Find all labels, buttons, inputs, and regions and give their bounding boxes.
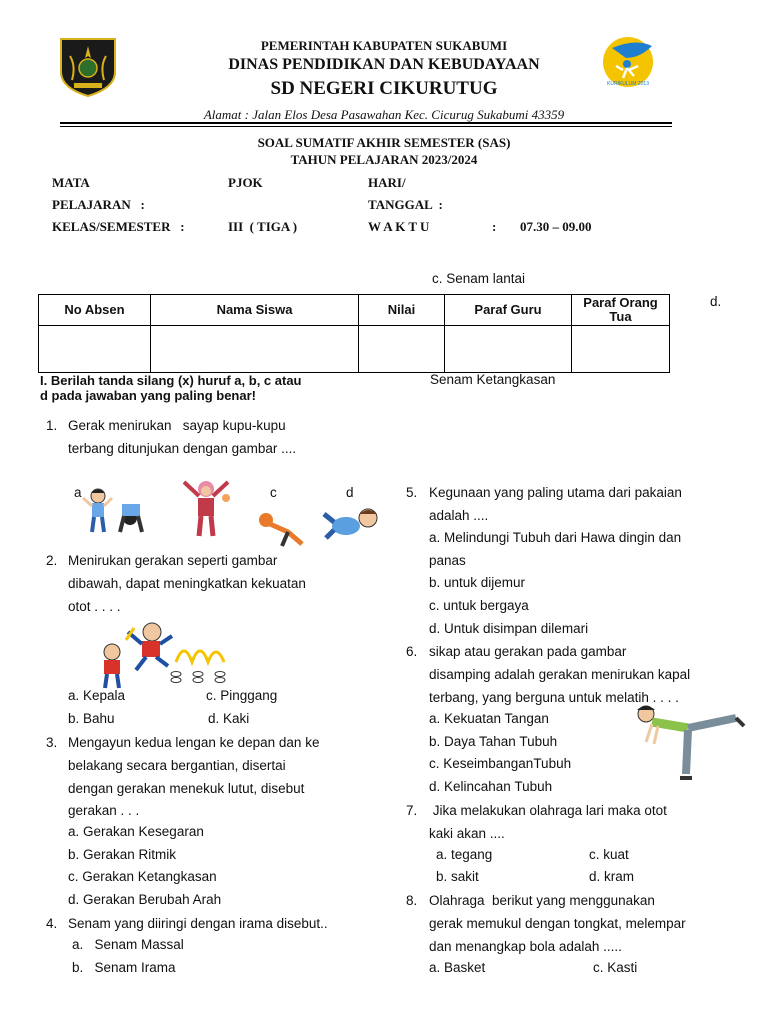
day-label-2: TANGGAL : bbox=[368, 197, 443, 212]
class-value: III ( TIGA ) bbox=[228, 219, 298, 234]
q7-number: 7. bbox=[406, 803, 418, 818]
q5-option-b[interactable]: b. untuk dijemur bbox=[429, 575, 526, 590]
kurikulum-logo-text: KURIKULUM 2013 bbox=[607, 81, 649, 87]
time-colon: : bbox=[492, 219, 497, 234]
q8-number: 8. bbox=[406, 893, 418, 908]
q8-option-a[interactable]: a. Basket bbox=[429, 960, 486, 975]
q3-line-1: Mengayun kedua lengan ke depan dan ke bbox=[68, 735, 320, 750]
q6-option-d[interactable]: d. Kelincahan Tubuh bbox=[429, 779, 553, 794]
q2-number: 2. bbox=[46, 553, 58, 568]
instruction-line-1: I. Berilah tanda silang (x) huruf a, b, c atau bbox=[40, 373, 302, 388]
class-label: KELAS/SEMESTER : bbox=[52, 219, 185, 234]
q1-line-2: terbang ditunjukan dengan gambar .... bbox=[68, 441, 297, 456]
q4-line-1: Senam yang diiringi dengan irama disebut.. bbox=[68, 916, 328, 931]
q2-option-b[interactable]: b. Bahu bbox=[68, 711, 115, 726]
q8-line-3: dan menangkap bola adalah ..... bbox=[429, 939, 622, 954]
q6-number: 6. bbox=[406, 644, 418, 659]
q1-picture-c bbox=[252, 506, 308, 550]
cell-paraf-guru[interactable] bbox=[445, 326, 572, 373]
q7-option-b[interactable]: b. sakit bbox=[436, 869, 479, 884]
q2-option-c[interactable]: c. Pinggang bbox=[206, 688, 278, 703]
dept-title: DINAS PENDIDIKAN DAN KEBUDAYAAN bbox=[228, 56, 540, 73]
q8-line-1: Olahraga berikut yang menggunakan bbox=[429, 893, 655, 908]
q3-line-2: belakang secara bergantian, disertai bbox=[68, 758, 286, 773]
q7-line-2: kaki akan .... bbox=[429, 826, 505, 841]
q2-jumping-kids-picture bbox=[96, 618, 236, 692]
q2-line-3: otot . . . . bbox=[68, 599, 121, 614]
q8-option-c[interactable]: c. Kasti bbox=[593, 960, 638, 975]
q5-option-a-line-1[interactable]: a. Melindungi Tubuh dari Hawa dingin dan bbox=[429, 530, 682, 545]
q7-line-1: Jika melakukan olahraga lari maka otot bbox=[429, 803, 667, 818]
q5-option-a-line-2[interactable]: panas bbox=[429, 553, 466, 568]
instruction-line-2: d pada jawaban yang paling benar! bbox=[40, 388, 256, 403]
exam-year: TAHUN PELAJARAN 2023/2024 bbox=[290, 152, 478, 167]
exam-title: SOAL SUMATIF AKHIR SEMESTER (SAS) bbox=[257, 135, 511, 150]
q4-option-b[interactable]: b. Senam Irama bbox=[72, 960, 176, 975]
q1-picture-b bbox=[180, 478, 236, 540]
q4-number: 4. bbox=[46, 916, 58, 931]
q7-option-a[interactable]: a. tegang bbox=[436, 847, 493, 862]
instruction bbox=[40, 373, 302, 403]
q1-number: 1. bbox=[46, 418, 58, 433]
stray-d-letter: d. bbox=[710, 294, 722, 309]
q5-line-1: Kegunaan yang paling utama dari pakaian bbox=[429, 485, 682, 500]
q1-option-c-letter: c bbox=[270, 485, 277, 500]
score-table-header-row bbox=[39, 295, 670, 326]
score-table-entry-row bbox=[39, 326, 670, 373]
gov-title: PEMERINTAH KABUPATEN SUKABUMI bbox=[260, 38, 508, 53]
school-title: SD NEGERI CIKURUTUG bbox=[270, 78, 498, 99]
header-rule-thick bbox=[60, 122, 672, 124]
q2-option-d[interactable]: d. Kaki bbox=[208, 711, 250, 726]
q7-option-c[interactable]: c. kuat bbox=[589, 847, 629, 862]
q6-option-c[interactable]: c. KeseimbanganTubuh bbox=[429, 756, 572, 771]
school-address: Alamat : Jalan Elos Desa Pasawahan Kec. Cicurug Sukabumi 43359 bbox=[203, 107, 565, 122]
q1-option-d-letter: d bbox=[346, 485, 354, 500]
q3-line-3: dengan gerakan menekuk lutut, disebut bbox=[68, 781, 305, 796]
q6-line-2: disamping adalah gerakan menirukan kapal bbox=[429, 667, 691, 682]
q1-picture-a bbox=[80, 484, 156, 536]
cell-paraf-orang-tua[interactable] bbox=[572, 326, 670, 373]
q6-option-b[interactable]: b. Daya Tahan Tubuh bbox=[429, 734, 558, 749]
q3-line-4: gerakan . . . bbox=[68, 803, 140, 818]
q5-option-c[interactable]: c. untuk bergaya bbox=[429, 598, 529, 613]
q2-option-a[interactable]: a. Kepala bbox=[68, 688, 126, 703]
q1-line-1: Gerak menirukan sayap kupu-kupu bbox=[68, 418, 286, 433]
score-table bbox=[38, 294, 670, 373]
q2-line-1: Menirukan gerakan seperti gambar bbox=[68, 553, 278, 568]
subject-label-2: PELAJARAN : bbox=[52, 197, 145, 212]
q5-option-d[interactable]: d. Untuk disimpan dilemari bbox=[429, 621, 589, 636]
col-paraf-guru: Paraf Guru bbox=[445, 295, 572, 326]
header-rule-thin bbox=[60, 126, 672, 127]
q5-line-2: adalah .... bbox=[429, 508, 489, 523]
q3-option-d[interactable]: d. Gerakan Berubah Arah bbox=[68, 892, 222, 907]
q1-option-a-letter: a bbox=[74, 485, 82, 500]
q6-line-1: sikap atau gerakan pada gambar bbox=[429, 644, 627, 659]
q3-option-a[interactable]: a. Gerakan Kesegaran bbox=[68, 824, 204, 839]
q5-number: 5. bbox=[406, 485, 418, 500]
q6-line-3: terbang, yang berguna untuk melatih . . . . bbox=[429, 690, 679, 705]
q3-option-b[interactable]: b. Gerakan Ritmik bbox=[68, 847, 177, 862]
q2-line-2: dibawah, dapat meningkatkan kekuatan bbox=[68, 576, 306, 591]
q6-option-a[interactable]: a. Kekuatan Tangan bbox=[429, 711, 549, 726]
col-paraf-orang-tua: Paraf Orang Tua bbox=[572, 295, 670, 326]
cell-nama-siswa[interactable] bbox=[151, 326, 359, 373]
time-value: 07.30 – 09.00 bbox=[520, 219, 592, 234]
time-label: W A K T U bbox=[368, 219, 430, 234]
cell-no-absen[interactable] bbox=[39, 326, 151, 373]
q7-option-d[interactable]: d. kram bbox=[589, 869, 635, 884]
subject-label-1: MATA bbox=[52, 175, 90, 190]
col-nama-siswa: Nama Siswa bbox=[151, 295, 359, 326]
q4-option-a[interactable]: a. Senam Massal bbox=[72, 937, 184, 952]
q1-picture-d bbox=[320, 502, 382, 544]
col-nilai: Nilai bbox=[359, 295, 445, 326]
q8-line-2: gerak memukul dengan tongkat, melempar bbox=[429, 916, 686, 931]
q3-number: 3. bbox=[46, 735, 58, 750]
col-no-absen: No Absen bbox=[39, 295, 151, 326]
q6-airplane-pose-picture bbox=[628, 700, 750, 784]
subject-value: PJOK bbox=[228, 175, 263, 190]
q3-option-c[interactable]: c. Gerakan Ketangkasan bbox=[68, 869, 217, 884]
stray-senam-lantai: c. Senam lantai bbox=[432, 271, 526, 286]
cell-nilai[interactable] bbox=[359, 326, 445, 373]
day-label-1: HARI/ bbox=[368, 175, 406, 190]
stray-senam-ketangkasan: Senam Ketangkasan bbox=[430, 372, 556, 387]
